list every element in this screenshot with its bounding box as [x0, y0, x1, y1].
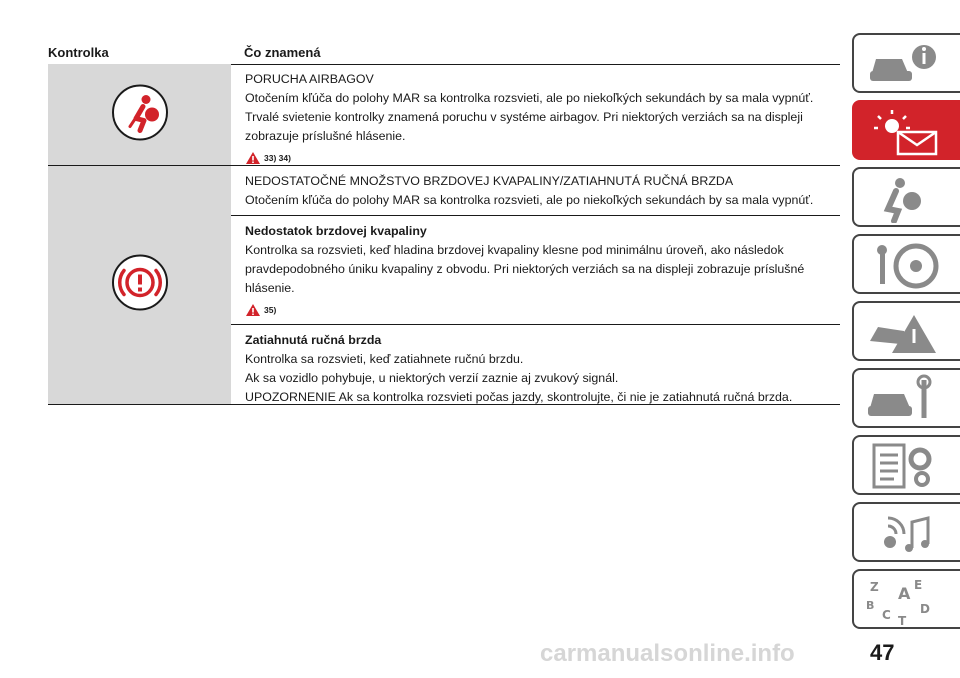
table-row — [48, 166, 840, 405]
subsection-handbrake — [231, 324, 840, 407]
car-info-icon — [864, 39, 944, 89]
svg-text:Z: Z — [870, 580, 879, 594]
warning-triangle-icon — [245, 303, 261, 317]
svg-text:D: D — [920, 602, 930, 616]
svg-text:B: B — [866, 599, 875, 612]
table-row — [48, 64, 840, 166]
warning-triangle-icon — [245, 151, 261, 165]
side-tab-emergency[interactable] — [852, 301, 960, 361]
side-tab-starting-driving[interactable] — [852, 234, 960, 294]
car-maintenance-icon — [864, 374, 944, 426]
row-text: Otočením kľúča do polohy MAR sa kontrolka rozsvieti, ale po niekoľkých sekundách by sa mala vypnúť. — [245, 91, 814, 105]
header-co-znamena: Čo znamená — [244, 45, 321, 60]
warning-reference — [245, 148, 840, 168]
row-text: Otočením kľúča do polohy MAR sa kontrolka rozsvieti, ale po niekoľkých sekundách by sa mala vypnúť. — [245, 193, 814, 207]
seat-airbag-icon — [864, 173, 944, 223]
row-text: Trvalé svietenie kontrolky znamená poruchu v systéme airbagov. Pri niektorých verziách sa na displeji zobrazuje príslušné hlásenie. — [245, 110, 803, 143]
side-tab-warning-lights[interactable] — [852, 100, 960, 160]
subsection-brake-fluid — [231, 215, 840, 320]
subsection-text: Kontrolka sa rozsvieti, keď zatiahnete ručnú brzdu. — [245, 352, 524, 366]
svg-text:T: T — [898, 614, 907, 627]
side-tab-technical-data[interactable] — [852, 435, 960, 495]
index-alphabet-icon — [864, 575, 944, 627]
reference-numbers: 35) — [264, 304, 277, 315]
watermark: carmanualsonline.info — [540, 640, 795, 667]
subsection-text: UPOZORNENIE Ak sa kontrolka rozsvieti počas jazdy, skontrolujte, či nie je zatiahnutá ručná brzda. — [245, 390, 793, 404]
subsection-text: Kontrolka sa rozsvieti, keď hladina brzdovej kvapaliny klesne pod minimálnu úroveň, ako následok pravdepodobného úniku kvapaliny z obvodu. Pri niektorých verziách sa na displeji zobrazuje príslušné hlásenie. — [245, 243, 805, 295]
meaning-cell — [231, 64, 840, 165]
row-title: PORUCHA AIRBAGOV — [245, 72, 374, 86]
side-tab-index[interactable] — [852, 569, 960, 629]
header-kontrolka: Kontrolka — [48, 45, 109, 60]
meaning-cell — [231, 166, 840, 404]
warning-reference — [245, 300, 840, 320]
icon-cell — [48, 166, 231, 404]
warning-light-message-icon — [864, 106, 944, 158]
brake-warning-icon — [110, 253, 170, 318]
row-title: NEDOSTATOČNÉ MNOŽSTVO BRZDOVEJ KVAPALINY/ZATIAHNUTÁ RUČNÁ BRZDA — [245, 174, 734, 188]
specifications-gear-icon — [864, 441, 944, 493]
subsection-text: Ak sa vozidlo pohybuje, u niektorých verzií zaznie aj zvukový signál. — [245, 371, 619, 385]
svg-text:E: E — [914, 578, 923, 592]
side-tab-car-info[interactable] — [852, 33, 960, 93]
indicator-table — [48, 64, 840, 405]
icon-cell — [48, 64, 231, 165]
table-header — [48, 42, 840, 65]
subsection-heading: Zatiahnutá ručná brzda — [245, 333, 382, 347]
page-number: 47 — [870, 640, 895, 665]
key-steering-wheel-icon — [864, 240, 944, 292]
svg-text:C: C — [882, 608, 891, 622]
multimedia-icon — [864, 508, 944, 560]
subsection-heading: Nedostatok brzdovej kvapaliny — [245, 224, 427, 238]
airbag-warning-icon — [110, 82, 170, 147]
svg-text:A: A — [898, 584, 911, 603]
side-tab-maintenance[interactable] — [852, 368, 960, 428]
side-tab-multimedia[interactable] — [852, 502, 960, 562]
reference-numbers: 33) 34) — [264, 152, 291, 163]
car-accident-warning-icon — [864, 307, 944, 359]
side-tab-safety[interactable] — [852, 167, 960, 227]
